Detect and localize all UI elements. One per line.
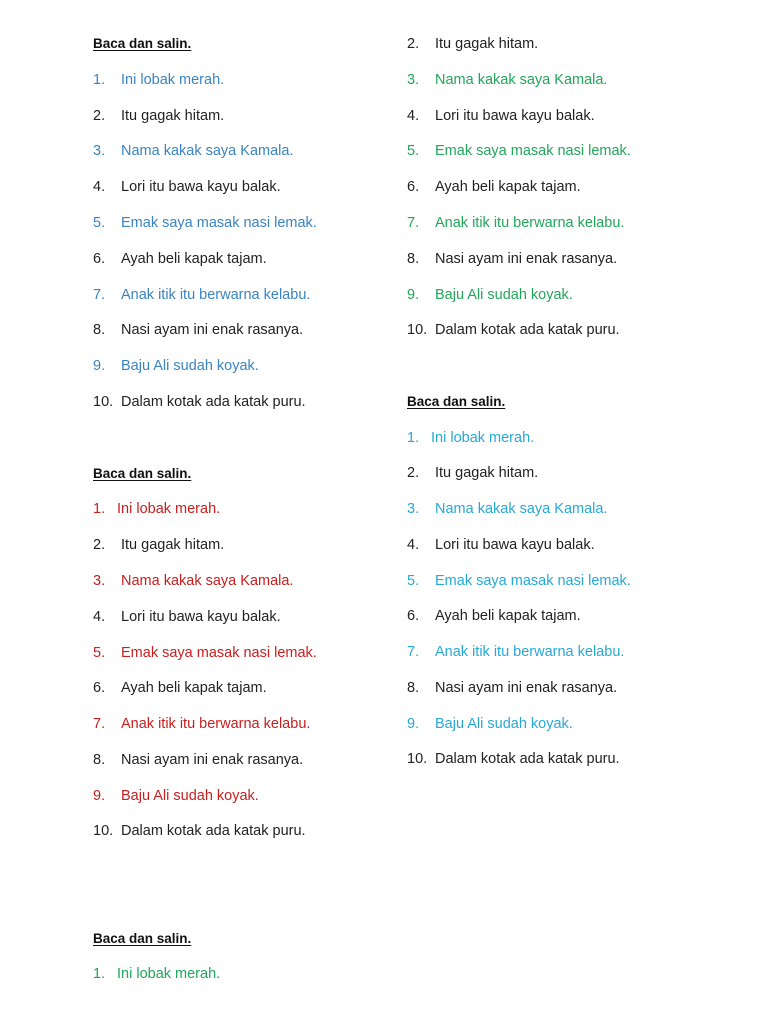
list-item: 8. Nasi ayam ini enak rasanya. [93,752,304,768]
list-item: 5. Emak saya masak nasi lemak. [93,215,317,231]
list-item: 9. Baju Ali sudah koyak. [93,788,259,804]
list-item: 5. Emak saya masak nasi lemak. [407,143,631,159]
list-item: 2. Itu gagak hitam. [407,465,539,481]
list-item: 2. Itu gagak hitam. [407,36,539,52]
list-item: 3. Nama kakak saya Kamala. [93,573,294,589]
list-item: 4. Lori itu bawa kayu balak. [93,609,281,625]
list-item: 10. Dalam kotak ada katak puru. [93,823,306,839]
list-item: 7. Anak itik itu berwarna kelabu. [93,716,311,732]
list-item: 4. Lori itu bawa kayu balak. [407,108,595,124]
list-item: 6. Ayah beli kapak tajam. [93,251,267,267]
list-item: 8. Nasi ayam ini enak rasanya. [407,251,618,267]
list-item: 1. Ini lobak merah. [93,501,221,517]
left-section-3 [93,929,423,982]
list-item: 3. Nama kakak saya Kamala. [407,501,608,517]
list-item: 10. Dalam kotak ada katak puru. [93,394,306,410]
list-item: 1. Ini lobak merah. [407,430,535,446]
list-item: 7. Anak itik itu berwarna kelabu. [407,215,625,231]
list-item: 4. Lori itu bawa kayu balak. [93,179,281,195]
section-heading: Baca dan salin. [93,931,192,946]
list-item: 9. Baju Ali sudah koyak. [407,287,573,303]
list-item: 6. Ayah beli kapak tajam. [93,680,267,696]
list-item: 7. Anak itik itu berwarna kelabu. [93,287,311,303]
list-item: 5. Emak saya masak nasi lemak. [407,573,631,589]
list-item: 5. Emak saya masak nasi lemak. [93,645,317,661]
list-item: 2. Itu gagak hitam. [93,537,225,553]
list-item: 8. Nasi ayam ini enak rasanya. [93,322,304,338]
list-item: 6. Ayah beli kapak tajam. [407,179,581,195]
left-section-1 [93,34,423,410]
list-item: 2. Itu gagak hitam. [93,108,225,124]
list-item: 10. Dalam kotak ada katak puru. [407,751,620,767]
list-item: 3. Nama kakak saya Kamala. [93,143,294,159]
list-item: 7. Anak itik itu berwarna kelabu. [407,644,625,660]
section-heading: Baca dan salin. [93,466,192,481]
list-item: 8. Nasi ayam ini enak rasanya. [407,680,618,696]
section-heading: Baca dan salin. [93,36,192,51]
section-heading: Baca dan salin. [407,394,506,409]
list-item: 6. Ayah beli kapak tajam. [407,608,581,624]
list-item: 1. Ini lobak merah. [93,72,225,88]
list-item: 10. Dalam kotak ada katak puru. [407,322,620,338]
list-item: 4. Lori itu bawa kayu balak. [407,537,595,553]
right-section-2 [407,392,737,767]
list-item: 9. Baju Ali sudah koyak. [93,358,259,374]
list-item: 1. Ini lobak merah. [93,966,221,982]
left-section-2 [93,464,423,839]
list-item: 3. Nama kakak saya Kamala. [407,72,608,88]
list-item: 9. Baju Ali sudah koyak. [407,716,573,732]
